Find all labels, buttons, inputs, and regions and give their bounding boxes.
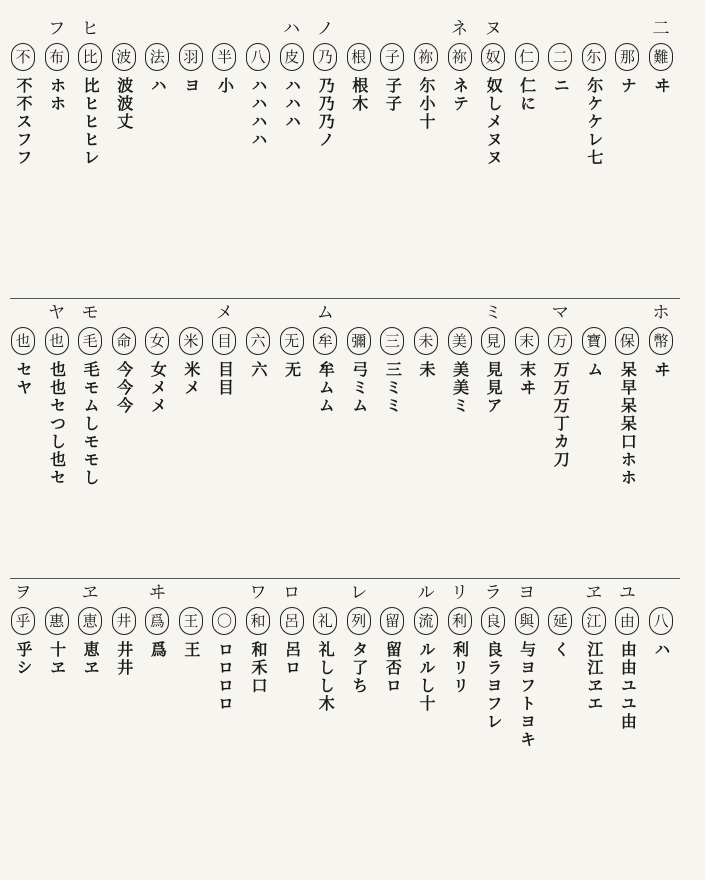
kana-column [310, 18, 340, 298]
variant-forms: 仁に [517, 77, 537, 113]
kana-label: リ [451, 583, 469, 603]
kana-label [8, 302, 38, 324]
kana-column [445, 582, 475, 878]
variant-forms: 和禾口 [249, 641, 269, 695]
kana-label [344, 18, 374, 40]
variant-forms: 恵ヱ [81, 641, 101, 677]
kana-label: ヒ [81, 19, 99, 39]
source-character: 八 [649, 607, 673, 635]
source-character: 和 [246, 607, 270, 635]
kana-label: ノ [316, 19, 334, 39]
variant-forms: 見見ア [484, 361, 504, 415]
variant-forms: 由由ユユ由 [618, 641, 638, 731]
variant-forms: 呂ロ [282, 641, 302, 677]
kana-column [277, 302, 307, 577]
variant-forms: ルルし十 [416, 641, 436, 713]
kana-label: マ [551, 303, 569, 323]
variant-forms: 三ミミ [383, 361, 403, 415]
kana-label: ユ [618, 583, 636, 603]
variant-forms: 今今今 [114, 361, 134, 415]
kana-label [377, 18, 407, 40]
variant-forms: 尓ケケレ七 [584, 77, 604, 167]
kana-label: ロ [283, 583, 301, 603]
kana-label [243, 18, 273, 40]
chart-section-top [0, 18, 690, 298]
kana-label [209, 18, 239, 40]
source-character: 万 [548, 327, 572, 355]
source-character: 三 [380, 327, 404, 355]
variant-forms: セヤ [14, 361, 33, 397]
variant-forms: 美美ミ [450, 361, 470, 415]
variant-forms: 弓ミム [349, 361, 369, 415]
source-character: 皮 [280, 43, 304, 71]
variant-forms: 小 [215, 77, 235, 95]
variant-forms: 十ヱ [47, 641, 67, 677]
kana-column [8, 582, 38, 878]
kana-column [646, 582, 676, 878]
chart-section-bottom [0, 582, 690, 878]
kana-label [411, 18, 441, 40]
source-character: 江 [582, 607, 606, 635]
source-character: 保 [615, 327, 639, 355]
kana-column [512, 18, 542, 298]
source-character: 未 [414, 327, 438, 355]
kana-column [142, 18, 172, 298]
kana-column [512, 582, 542, 878]
variant-forms: 礼しし木 [316, 641, 336, 713]
kana-column [445, 18, 475, 298]
kana-column [545, 302, 575, 577]
kana-label [109, 582, 139, 604]
variant-forms: ハハハ [282, 77, 302, 131]
source-character: 由 [615, 607, 639, 635]
kana-column [344, 18, 374, 298]
variant-forms: タ了ち [349, 641, 369, 695]
variant-forms: ハハハハ [249, 77, 269, 149]
variant-forms: 良ラヨフレ [484, 641, 504, 731]
source-character: 乎 [11, 607, 35, 635]
kana-column [344, 582, 374, 878]
kana-column [377, 302, 407, 577]
source-character: 乃 [313, 43, 337, 71]
source-character: 呂 [280, 607, 304, 635]
kana-column [75, 582, 105, 878]
kana-label [176, 582, 206, 604]
source-character: 奴 [481, 43, 505, 71]
kana-label [579, 302, 609, 324]
kana-column [545, 18, 575, 298]
kana-column [478, 582, 508, 878]
variant-forms: 乎シ [14, 641, 33, 677]
kana-column [42, 582, 72, 878]
variant-forms: 牟ムム [316, 361, 336, 415]
kana-column [545, 582, 575, 878]
source-character: 六 [246, 327, 270, 355]
kana-label [109, 302, 139, 324]
section-divider [10, 298, 680, 299]
kana-label: ネ [451, 19, 469, 39]
variant-forms: 根木 [349, 77, 369, 113]
source-character: 惠 [45, 607, 69, 635]
kana-label [646, 582, 676, 604]
kana-column [646, 18, 676, 298]
variant-forms: 女メメ [148, 361, 168, 415]
variant-forms: ヨ [181, 77, 201, 95]
variant-forms: ホホ [47, 77, 67, 113]
variant-forms: 王 [181, 641, 201, 659]
kana-label [142, 302, 172, 324]
kana-label: 二 [652, 19, 670, 39]
source-character: 命 [112, 327, 136, 355]
variant-forms: 与ヨフトヨキ [517, 641, 537, 749]
kana-column [243, 582, 273, 878]
variant-forms: ハ [148, 77, 168, 95]
variant-forms: 无 [282, 361, 302, 379]
kana-label [176, 18, 206, 40]
variant-forms: 波波丈 [114, 77, 134, 131]
kana-column [344, 302, 374, 577]
source-character: 爲 [145, 607, 169, 635]
source-character: 與 [515, 607, 539, 635]
variant-forms: 未 [416, 361, 436, 379]
kana-label [512, 18, 542, 40]
source-character: 良 [481, 607, 505, 635]
kana-label [411, 302, 441, 324]
kana-label: レ [350, 583, 368, 603]
source-character: 利 [448, 607, 472, 635]
kana-label [612, 18, 642, 40]
kana-column [579, 18, 609, 298]
source-character: 目 [212, 327, 236, 355]
kana-column [109, 582, 139, 878]
kana-column [176, 582, 206, 878]
kana-column [209, 302, 239, 577]
kana-column [478, 302, 508, 577]
kana-column [8, 302, 38, 577]
source-character: 恵 [78, 607, 102, 635]
kana-column [8, 18, 38, 298]
source-character: 也 [45, 327, 69, 355]
kana-label [109, 18, 139, 40]
variant-forms: 六 [249, 361, 269, 379]
source-character: 女 [145, 327, 169, 355]
source-character: 比 [78, 43, 102, 71]
kana-column [612, 18, 642, 298]
kana-column [377, 582, 407, 878]
variant-forms: く [551, 641, 571, 659]
source-character: 尓 [582, 43, 606, 71]
kana-column [176, 302, 206, 577]
kana-column [142, 302, 172, 577]
source-character: 二 [548, 43, 572, 71]
kana-column [176, 18, 206, 298]
variant-forms: 利リリ [450, 641, 470, 695]
variant-forms: 呆早呆呆口ホホ [618, 361, 638, 487]
source-character: 布 [45, 43, 69, 71]
kana-column [42, 302, 72, 577]
kana-label [377, 582, 407, 604]
kana-label [277, 302, 307, 324]
variant-forms: ハ [651, 641, 671, 659]
kana-label: ル [417, 583, 435, 603]
source-character: 〇 [212, 607, 236, 635]
variant-forms: 子子 [383, 77, 403, 113]
source-character: 延 [548, 607, 572, 635]
kana-column [109, 302, 139, 577]
kana-label [612, 302, 642, 324]
kana-column [42, 18, 72, 298]
kana-label: ヲ [14, 583, 32, 603]
kana-column [411, 302, 441, 577]
kana-label [243, 302, 273, 324]
kana-label: ミ [484, 303, 502, 323]
source-character: 波 [112, 43, 136, 71]
kana-column [243, 18, 273, 298]
source-character: 列 [347, 607, 371, 635]
source-character: 幣 [649, 327, 673, 355]
kana-column [209, 18, 239, 298]
source-character: 仁 [515, 43, 539, 71]
kana-label [545, 582, 575, 604]
source-character: 无 [280, 327, 304, 355]
variant-forms: 目目 [215, 361, 235, 397]
kana-label: ヱ [81, 583, 99, 603]
source-character: 那 [615, 43, 639, 71]
source-character: 末 [515, 327, 539, 355]
kana-label: ヤ [48, 303, 66, 323]
kana-column [75, 18, 105, 298]
kana-column [209, 582, 239, 878]
variant-forms: 比ヒヒヒレ [81, 77, 101, 167]
kana-label: ム [316, 303, 334, 323]
variant-forms: 井井 [114, 641, 134, 677]
kana-column [109, 18, 139, 298]
kana-label: ヌ [484, 19, 502, 39]
kana-label [142, 18, 172, 40]
kana-label: ホ [652, 303, 670, 323]
kana-column [612, 302, 642, 577]
kana-label: ワ [249, 583, 267, 603]
kana-column [579, 302, 609, 577]
kana-column [243, 302, 273, 577]
source-character: 子 [380, 43, 404, 71]
variant-forms: ロロロロ [215, 641, 235, 713]
variant-forms: 毛モムしモモし [81, 361, 101, 487]
variant-forms: 尓小十 [416, 77, 436, 131]
kana-column [411, 582, 441, 878]
variant-forms: 万万万丁カ刀 [551, 361, 571, 469]
kana-label [8, 18, 38, 40]
source-character: 見 [481, 327, 505, 355]
kana-column [445, 302, 475, 577]
source-character: 流 [414, 607, 438, 635]
variant-forms: ナ [618, 77, 638, 95]
kana-column [142, 582, 172, 878]
source-character: 留 [380, 607, 404, 635]
kana-column [75, 302, 105, 577]
source-character: 牟 [313, 327, 337, 355]
kana-label [344, 302, 374, 324]
kana-label: ラ [484, 583, 502, 603]
source-character: 毛 [78, 327, 102, 355]
kana-label [445, 302, 475, 324]
section-divider [10, 578, 680, 579]
variant-forms: 不不スフフ [14, 77, 33, 167]
kana-label: フ [48, 19, 66, 39]
source-character: 祢 [414, 43, 438, 71]
kana-label: ハ [283, 19, 301, 39]
source-character: 根 [347, 43, 371, 71]
kana-column [310, 582, 340, 878]
variant-forms: ヰ [651, 361, 671, 379]
source-character: 井 [112, 607, 136, 635]
kana-label: ヱ [585, 583, 603, 603]
kana-label [545, 18, 575, 40]
variant-forms: 乃乃乃ノ [316, 77, 336, 149]
variant-forms: 爲 [148, 641, 168, 659]
kana-label [377, 302, 407, 324]
source-character: 也 [11, 327, 35, 355]
kana-column [277, 582, 307, 878]
source-character: 難 [649, 43, 673, 71]
kana-column [512, 302, 542, 577]
kana-label: ヨ [518, 583, 536, 603]
kana-column [277, 18, 307, 298]
source-character: 彌 [347, 327, 371, 355]
variant-forms: ネテ [450, 77, 470, 113]
kana-label [310, 582, 340, 604]
kana-label [209, 582, 239, 604]
source-character: 寶 [582, 327, 606, 355]
kana-column [310, 302, 340, 577]
source-character: 八 [246, 43, 270, 71]
kana-label [42, 582, 72, 604]
source-character: 半 [212, 43, 236, 71]
source-character: 不 [11, 43, 35, 71]
kana-column [478, 18, 508, 298]
kana-column [411, 18, 441, 298]
kana-column [612, 582, 642, 878]
kana-label: ヰ [148, 583, 166, 603]
variant-forms: 末ヰ [517, 361, 537, 397]
source-character: 米 [179, 327, 203, 355]
source-character: 礼 [313, 607, 337, 635]
variant-forms: 奴しメヌヌ [484, 77, 504, 167]
source-character: 王 [179, 607, 203, 635]
variant-forms: 留否ロ [383, 641, 403, 695]
kana-label [176, 302, 206, 324]
kana-column [377, 18, 407, 298]
kana-label [512, 302, 542, 324]
variant-forms: ヰ [651, 77, 671, 95]
kana-column [646, 302, 676, 577]
kana-label: モ [81, 303, 99, 323]
source-character: 法 [145, 43, 169, 71]
chart-section-middle [0, 302, 690, 577]
kana-label: メ [215, 303, 233, 323]
source-character: 羽 [179, 43, 203, 71]
source-character: 美 [448, 327, 472, 355]
variant-forms: 也也セつし也セ [47, 361, 67, 487]
kana-label [579, 18, 609, 40]
variant-forms: ム [584, 361, 604, 379]
variant-forms: 米メ [181, 361, 201, 397]
source-character: 祢 [448, 43, 472, 71]
kana-column [579, 582, 609, 878]
variant-forms: 江江ヱエ [584, 641, 604, 713]
variant-forms: ニ [551, 77, 571, 95]
